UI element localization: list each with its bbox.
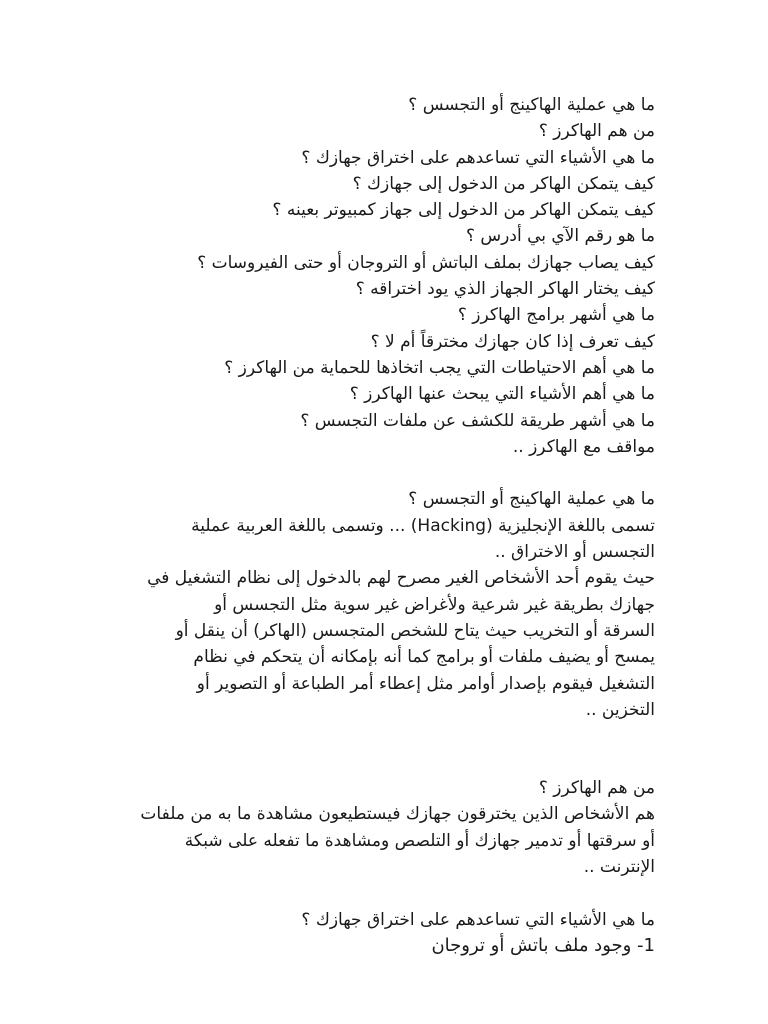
section-heading: من هم الهاكرز ؟ (538, 778, 655, 799)
paragraph-line: تسمى باللغة الإنجليزية (Hacking) ... وتسمى باللغة العربية عملية (191, 515, 655, 536)
toc-item: كيف يتمكن الهاكر من الدخول إلى جهاز كمبيوتر بعينه ؟ (272, 200, 655, 221)
paragraph-line: أو سرقتها أو تدمير جهازك أو التلصص ومشاهدة ما تفعله على شبكة (184, 830, 655, 851)
toc-item: ما هي أهم الاحتياطات التي يجب اتخاذها للحماية من الهاكرز ؟ (224, 357, 655, 378)
toc-item: من هم الهاكرز ؟ (538, 121, 655, 142)
toc-item: ما هو رقم الآي بي أدرس ؟ (465, 226, 655, 247)
spacer (110, 723, 655, 775)
toc-item: ما هي أشهر طريقة للكشف عن ملفات التجسس ؟ (300, 410, 655, 431)
section-who-are-hackers (110, 775, 655, 880)
toc-item: مواقف مع الهاكرز .. (512, 436, 655, 457)
paragraph-line: حيث يقوم أحد الأشخاص الغير مصرح لهم بالدخول إلى نظام التشغيل في (147, 568, 655, 589)
toc-item: كيف يصاب جهازك بملف الباتش أو التروجان أو حتى الفيروسات ؟ (197, 252, 655, 273)
paragraph-line: التشغيل فيقوم بإصدار أوامر مثل إعطاء أمر الطباعة أو التصوير أو (196, 673, 655, 694)
paragraph-line: الإنترنت .. (583, 857, 655, 878)
paragraph-line: جهازك بطريقة غير شرعية ولأغراض غير سوية مثل التجسس أو (214, 594, 655, 615)
section-heading: ما هي الأشياء التي تساعدهم على اختراق جهازك ؟ (301, 909, 655, 930)
list-item: 1- وجود ملف باتش أو تروجان (431, 934, 655, 956)
section-heading: ما هي عملية الهاكينج أو التجسس ؟ (408, 489, 655, 510)
paragraph-line: السرقة أو التخريب حيث يتاح للشخص المتجسس (الهاكر) أن ينقل أو (175, 620, 655, 641)
table-of-contents (110, 92, 655, 460)
document-body (110, 92, 655, 959)
toc-item: ما هي الأشياء التي تساعدهم على اختراق جهازك ؟ (301, 147, 655, 168)
toc-item: ما هي أشهر برامج الهاكرز ؟ (457, 305, 655, 326)
toc-item: كيف يتمكن الهاكر من الدخول إلى جهازك ؟ (352, 173, 655, 194)
spacer (110, 460, 655, 486)
toc-item: كيف تعرف إذا كان جهازك مخترقاً أم لا ؟ (370, 331, 655, 352)
paragraph-line: يمسح أو يضيف ملفات أو برامج كما أنه بإمكانه أن يتحكم في نظام (193, 647, 655, 668)
paragraph-line: التجسس أو الاختراق .. (494, 542, 655, 563)
paragraph-line: التخزين .. (585, 699, 655, 720)
section-hacking-definition (110, 486, 655, 723)
spacer (110, 880, 655, 906)
paragraph-line: هم الأشخاص الذين يخترقون جهازك فيستطيعون مشاهدة ما به من ملفات (140, 804, 655, 825)
toc-item: ما هي أهم الأشياء التي يبحث عنها الهاكرز ؟ (349, 384, 655, 405)
toc-item: ما هي عملية الهاكينج أو التجسس ؟ (408, 95, 655, 115)
section-what-helps-hackers (110, 907, 655, 960)
toc-item: كيف يختار الهاكر الجهاز الذي يود اختراقه ؟ (355, 279, 655, 300)
